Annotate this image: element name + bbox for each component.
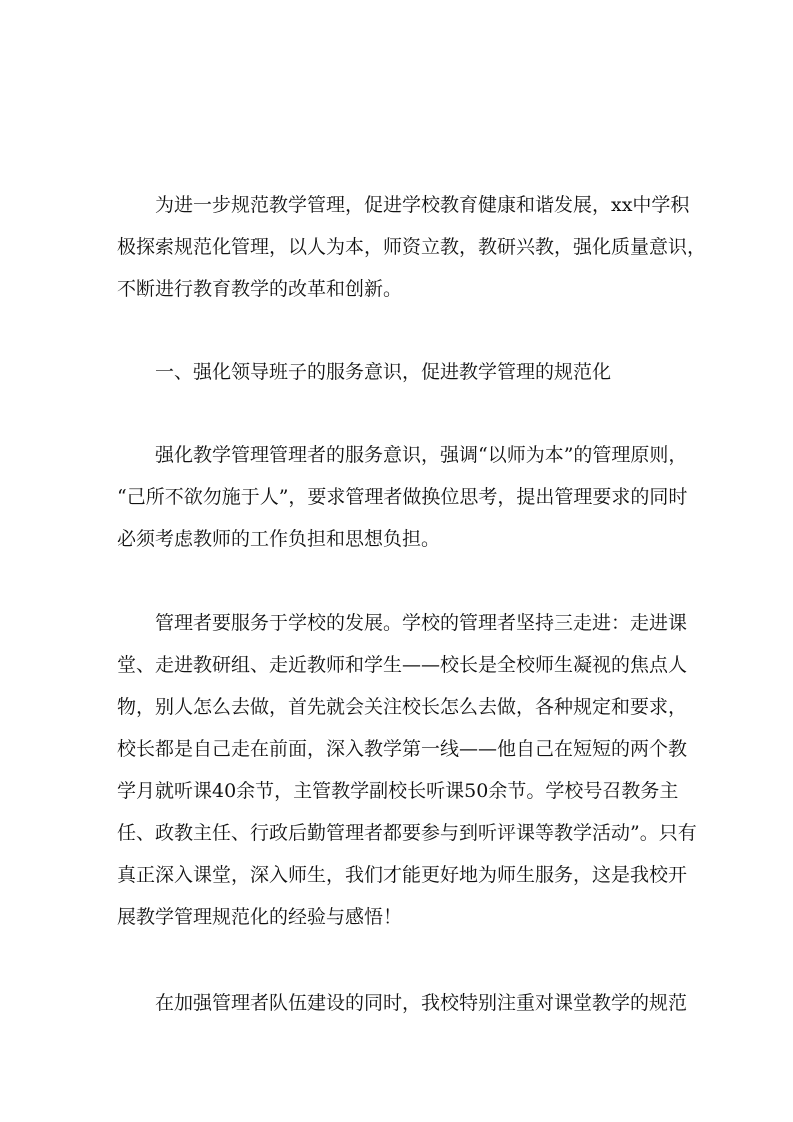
paragraph-4-line-7: 真正深入课堂，深入师生，我们才能更好地为师生服务，这是我校开 [117,864,688,886]
paragraph-4-line-8: 展教学管理规范化的经验与感悟！ [117,906,403,928]
paragraph-4-line-2: 堂、走进教研组、走近教师和学生——校长是全校师生凝视的焦点人 [117,654,688,676]
paragraph-1-line-1: 为进一步规范教学管理，促进学校教育健康和谐发展，xx中学积 [155,194,690,216]
paragraph-3-line-3: 必须考虑教师的工作负担和思想负担。 [117,528,441,550]
paragraph-4-line-3: 物，别人怎么去做，首先就会关注校长怎么去做，各种规定和要求， [117,696,688,718]
paragraph-3-line-2: “己所不欲勿施于人”，要求管理者做换位思考，提出管理要求的同时 [117,486,688,508]
paragraph-4-line-5: 学月就听课40余节，主管教学副校长听课50余节。学校号召教务主 [117,780,679,802]
paragraph-4-line-1: 管理者要服务于学校的发展。学校的管理者坚持三走进：走进课 [155,612,688,634]
paragraph-1-line-3: 不断进行教育教学的改革和创新。 [117,278,403,300]
paragraph-4-line-4: 校长都是自己走在前面，深入教学第一线——他自己在短短的两个教 [117,738,688,760]
paragraph-3-line-1: 强化教学管理管理者的服务意识，强调“以师为本”的管理原则， [155,444,688,466]
paragraph-4-line-6: 任、政教主任、行政后勤管理者都要参与到听评课等教学活动”。只有 [117,822,697,844]
paragraph-1-line-2: 极探索规范化管理，以人为本，师资立教，教研兴教，强化质量意识， [117,236,707,258]
section-heading: 一、强化领导班子的服务意识，促进教学管理的规范化 [155,361,612,383]
paragraph-5-line-1: 在加强管理者队伍建设的同时，我校特别注重对课堂教学的规范 [155,992,688,1014]
